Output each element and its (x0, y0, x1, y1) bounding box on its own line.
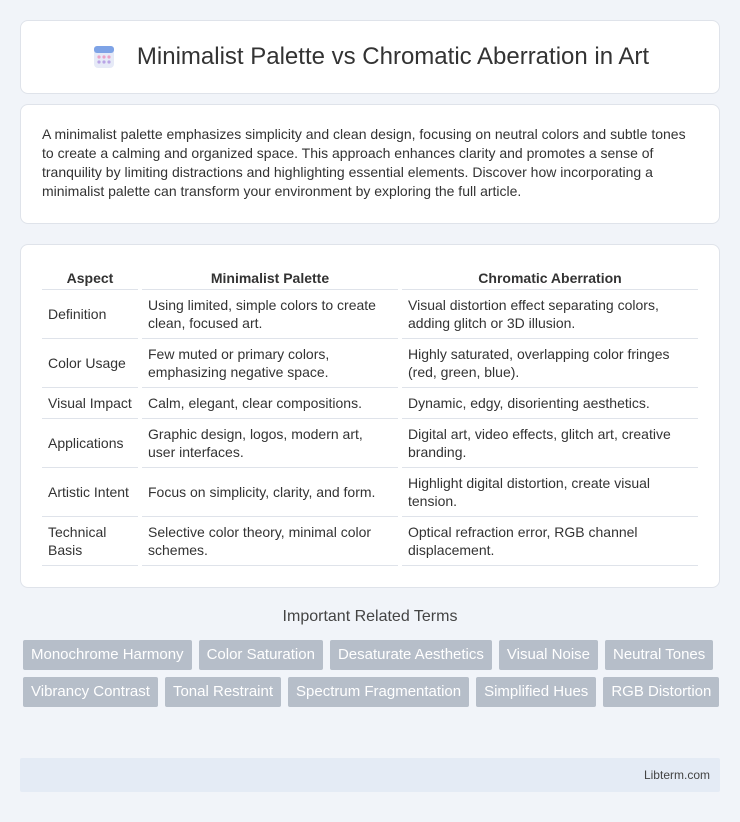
table-row (42, 468, 698, 517)
intro-card (20, 104, 720, 224)
tag-color-saturation[interactable]: Color Saturation (199, 640, 323, 670)
row-minimalist: Graphic design, logos, modern art, user interfaces. (142, 419, 398, 468)
row-minimalist: Few muted or primary colors, emphasizing negative space. (142, 339, 398, 388)
row-chromatic: Digital art, video effects, glitch art, creative branding. (402, 419, 698, 468)
row-aspect: Definition (42, 290, 138, 339)
comparison-table (38, 266, 702, 566)
calculator-grid-icon (91, 44, 117, 70)
row-chromatic: Optical refraction error, RGB channel displacement. (402, 517, 698, 566)
header-minimalist-palette: Minimalist Palette (142, 266, 398, 290)
tag-spectrum-fragmentation[interactable]: Spectrum Fragmentation (288, 677, 469, 707)
related-terms-tags (23, 640, 723, 707)
tag-desaturate-aesthetics[interactable]: Desaturate Aesthetics (330, 640, 492, 670)
tag-visual-noise[interactable]: Visual Noise (499, 640, 598, 670)
table-row (42, 388, 698, 419)
tag-neutral-tones[interactable]: Neutral Tones (605, 640, 713, 670)
tag-monochrome-harmony[interactable]: Monochrome Harmony (23, 640, 192, 670)
row-aspect: Technical Basis (42, 517, 138, 566)
table-row (42, 517, 698, 566)
tag-tonal-restraint[interactable]: Tonal Restraint (165, 677, 281, 707)
row-chromatic: Dynamic, edgy, disorienting aesthetics. (402, 388, 698, 419)
row-aspect: Visual Impact (42, 388, 138, 419)
row-chromatic: Highly saturated, overlapping color fringes (red, green, blue). (402, 339, 698, 388)
page-title: Minimalist Palette vs Chromatic Aberration in Art (136, 43, 650, 70)
header-card (20, 20, 720, 94)
row-aspect: Color Usage (42, 339, 138, 388)
title-wrap (91, 43, 649, 71)
row-chromatic: Highlight digital distortion, create visual tension. (402, 468, 698, 517)
table-row (42, 339, 698, 388)
table-row (42, 419, 698, 468)
row-minimalist: Selective color theory, minimal color schemes. (142, 517, 398, 566)
row-aspect: Applications (42, 419, 138, 468)
header-chromatic-aberration: Chromatic Aberration (402, 266, 698, 290)
row-minimalist: Using limited, simple colors to create clean, focused art. (142, 290, 398, 339)
row-chromatic: Visual distortion effect separating colors, adding glitch or 3D illusion. (402, 290, 698, 339)
tag-rgb-distortion[interactable]: RGB Distortion (603, 677, 719, 707)
row-minimalist: Calm, elegant, clear compositions. (142, 388, 398, 419)
intro-text: A minimalist palette emphasizes simplicity and clean design, focusing on neutral colors and subtle tones to create a calming and organized space. This approach enhances clarity and promotes a sense of tranquility by limiting distractions and highlighting essential elements. Discover how incorporating a minimalist palette can transform your environment by exploring the full article. (42, 126, 686, 199)
row-minimalist: Focus on simplicity, clarity, and form. (142, 468, 398, 517)
footer (20, 758, 720, 792)
comparison-table-card (20, 244, 720, 588)
table-header-row (42, 266, 698, 290)
header-aspect: Aspect (42, 266, 138, 290)
table-row (42, 290, 698, 339)
related-terms-title: Important Related Terms (282, 608, 458, 625)
tag-simplified-hues[interactable]: Simplified Hues (476, 677, 596, 707)
tag-vibrancy-contrast[interactable]: Vibrancy Contrast (23, 677, 158, 707)
row-aspect: Artistic Intent (42, 468, 138, 517)
footer-link[interactable]: Libterm.com (643, 768, 710, 782)
